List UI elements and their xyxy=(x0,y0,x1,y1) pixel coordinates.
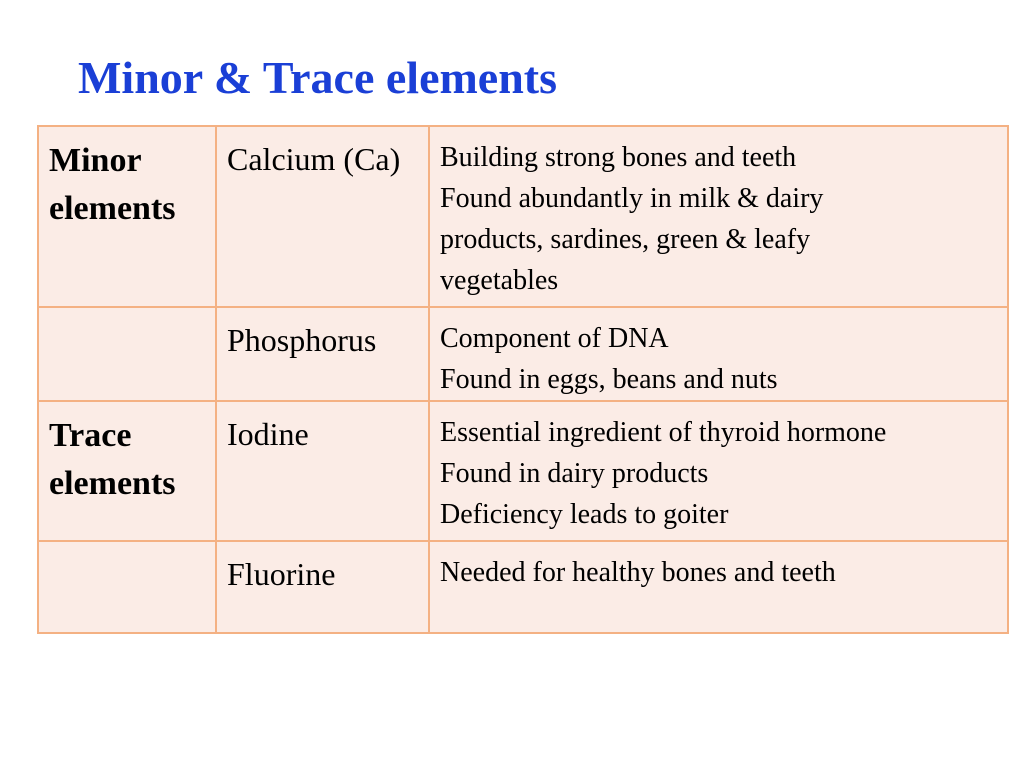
description-line: Building strong bones and teeth xyxy=(440,142,797,173)
description-line: Needed for healthy bones and teeth xyxy=(440,557,836,588)
description-line: Found in dairy products xyxy=(440,458,709,489)
table-row xyxy=(38,401,1008,541)
element-cell: Calcium (Ca) xyxy=(216,126,429,307)
description-line: Component of DNA xyxy=(440,323,669,354)
category-cell xyxy=(38,541,216,633)
element-cell: Iodine xyxy=(216,401,429,541)
category-cell: Trace elements xyxy=(38,401,216,541)
description-line: Found in eggs, beans and nuts xyxy=(440,364,778,395)
elements-table xyxy=(37,125,1009,634)
table-row xyxy=(38,126,1008,307)
table-row xyxy=(38,307,1008,401)
element-cell: Phosphorus xyxy=(216,307,429,401)
description-cell xyxy=(429,401,1008,541)
description-line: vegetables xyxy=(440,265,559,296)
description-line: Found abundantly in milk & dairy xyxy=(440,183,824,214)
description-cell xyxy=(429,307,1008,401)
slide-title: Minor & Trace elements xyxy=(78,52,558,103)
category-cell: Minor elements xyxy=(38,126,216,307)
element-cell: Fluorine xyxy=(216,541,429,633)
description-line: Deficiency leads to goiter xyxy=(440,499,729,530)
description-cell xyxy=(429,541,1008,633)
description-cell xyxy=(429,126,1008,307)
description-line: products, sardines, green & leafy xyxy=(440,224,811,255)
table-row xyxy=(38,541,1008,633)
category-cell xyxy=(38,307,216,401)
description-line: Essential ingredient of thyroid hormone xyxy=(440,417,887,448)
